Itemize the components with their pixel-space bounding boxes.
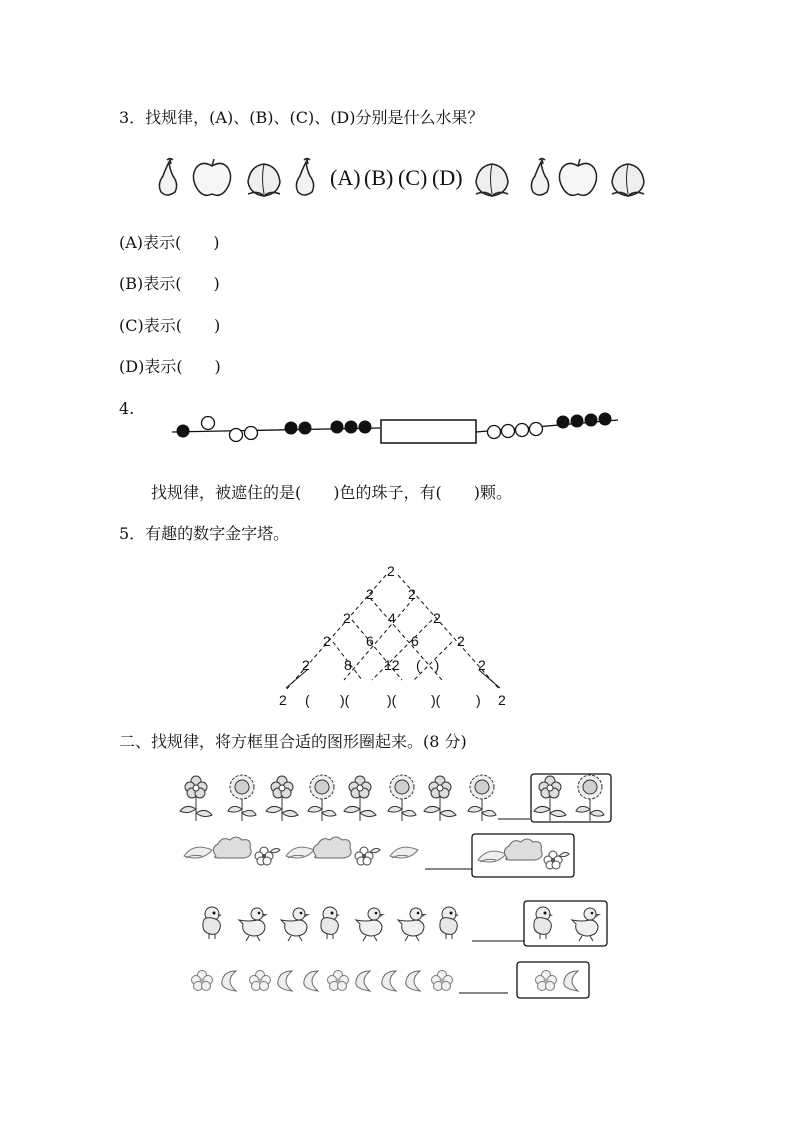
pyramid-row-6-blank: ) (476, 692, 481, 708)
pyramid-row-6-blank: )( (387, 692, 411, 708)
daisy-icon (432, 971, 453, 991)
leaf-icon[interactable] (478, 851, 506, 862)
pyramid-row-6-blank: ( (305, 692, 324, 708)
pyramid-row-4-cell: 6 (366, 633, 374, 649)
q3-answer-a: (A)表示( ) (119, 233, 220, 252)
duck-icon (239, 908, 268, 941)
daisy-icon (250, 971, 271, 991)
duck-icon (281, 908, 310, 941)
pyramid-row-3-cell: 2 (433, 610, 441, 626)
pyramid-row-3-cell: 2 (343, 610, 351, 626)
q3-answer-b: (B)表示( ) (119, 274, 220, 293)
pyramid-row-5-cell: 12 (384, 657, 400, 673)
pattern-row-2 (184, 834, 574, 877)
duck-icon (398, 908, 427, 941)
q3-answer-d: (D)表示( ) (119, 357, 221, 376)
flower-icon[interactable] (534, 776, 566, 821)
cloud-icon (313, 837, 351, 858)
daisy-icon (328, 971, 349, 991)
daisy-icon (192, 971, 213, 991)
sunflower-icon (468, 775, 496, 821)
duck-icon (356, 908, 385, 941)
pyramid-row-1-cell: 2 (387, 563, 395, 579)
flower-icon (266, 776, 298, 821)
leaf-icon (184, 847, 212, 858)
duck-icon[interactable] (572, 908, 601, 941)
pyramid-row-5-cell: 8 (344, 657, 352, 673)
cloud-icon[interactable] (504, 839, 542, 860)
flower-icon (344, 776, 376, 821)
chick-icon[interactable] (534, 907, 553, 939)
q3-title: 3．找规律，(A)、(B)、(C)、(D)分别是什么水果？ (119, 108, 484, 127)
flower-icon (180, 776, 212, 821)
pyramid-row-2-cell: 2 (408, 586, 416, 602)
small-flower-icon[interactable] (544, 851, 569, 869)
moon-icon (382, 971, 396, 991)
cloud-icon (213, 837, 251, 858)
pyramid-row-6-cell: 2 (498, 692, 506, 708)
pyramid-row-5-cell: 2 (478, 657, 486, 673)
leaf-icon (390, 847, 418, 858)
pyramid-row-6-blank: )( (431, 692, 455, 708)
moon-icon (356, 971, 370, 991)
pyramid-row-2-cell: 2 (366, 586, 374, 602)
moon-icon (278, 971, 292, 991)
q3-letter-d: (D) (432, 165, 463, 190)
sunflower-icon (308, 775, 336, 821)
flower-icon (424, 776, 456, 821)
q3-answer-c: (C)表示( ) (119, 316, 221, 335)
sunflower-icon (388, 775, 416, 821)
chick-icon (203, 907, 222, 939)
pyramid-row-6-cell: 2 (279, 692, 287, 708)
pattern-row-4 (192, 962, 590, 998)
chick-icon (440, 907, 459, 939)
sunflower-icon (228, 775, 256, 821)
q3-letter-c: (C) (398, 165, 428, 190)
daisy-icon[interactable] (536, 971, 557, 991)
sunflower-icon[interactable] (576, 775, 604, 821)
pattern-row-3 (203, 901, 607, 946)
moon-icon (222, 971, 236, 991)
section2-title: 二、找规律，将方框里合适的图形圈起来。(8 分) (119, 732, 467, 751)
pyramid-row-5-cell: 2 (302, 657, 310, 673)
pyramid-row-6-blank: )( (340, 692, 364, 708)
q4-number: 4. (119, 399, 135, 418)
q5-title: 5．有趣的数字金字塔。 (119, 524, 290, 543)
moon-icon (304, 971, 318, 991)
q4-text: 找规律，被遮住的是( )色的珠子，有( )颗。 (151, 483, 512, 502)
moon-icon (406, 971, 420, 991)
small-flower-icon (255, 847, 280, 865)
moon-icon[interactable] (564, 971, 578, 991)
leaf-icon (286, 847, 314, 858)
q3-letter-b: (B) (364, 165, 394, 190)
pyramid-row-4-cell: 6 (411, 633, 419, 649)
q3-letter-a: (A) (330, 165, 361, 190)
chick-icon (321, 907, 340, 939)
pyramid-row-3-cell: 4 (388, 610, 396, 626)
pattern-row-1 (180, 774, 611, 822)
pyramid-row-5-blank: ( ) (416, 657, 440, 673)
pyramid-row-4-cell: 2 (457, 633, 465, 649)
small-flower-icon (355, 847, 380, 865)
pyramid-row-4-cell: 2 (323, 633, 331, 649)
